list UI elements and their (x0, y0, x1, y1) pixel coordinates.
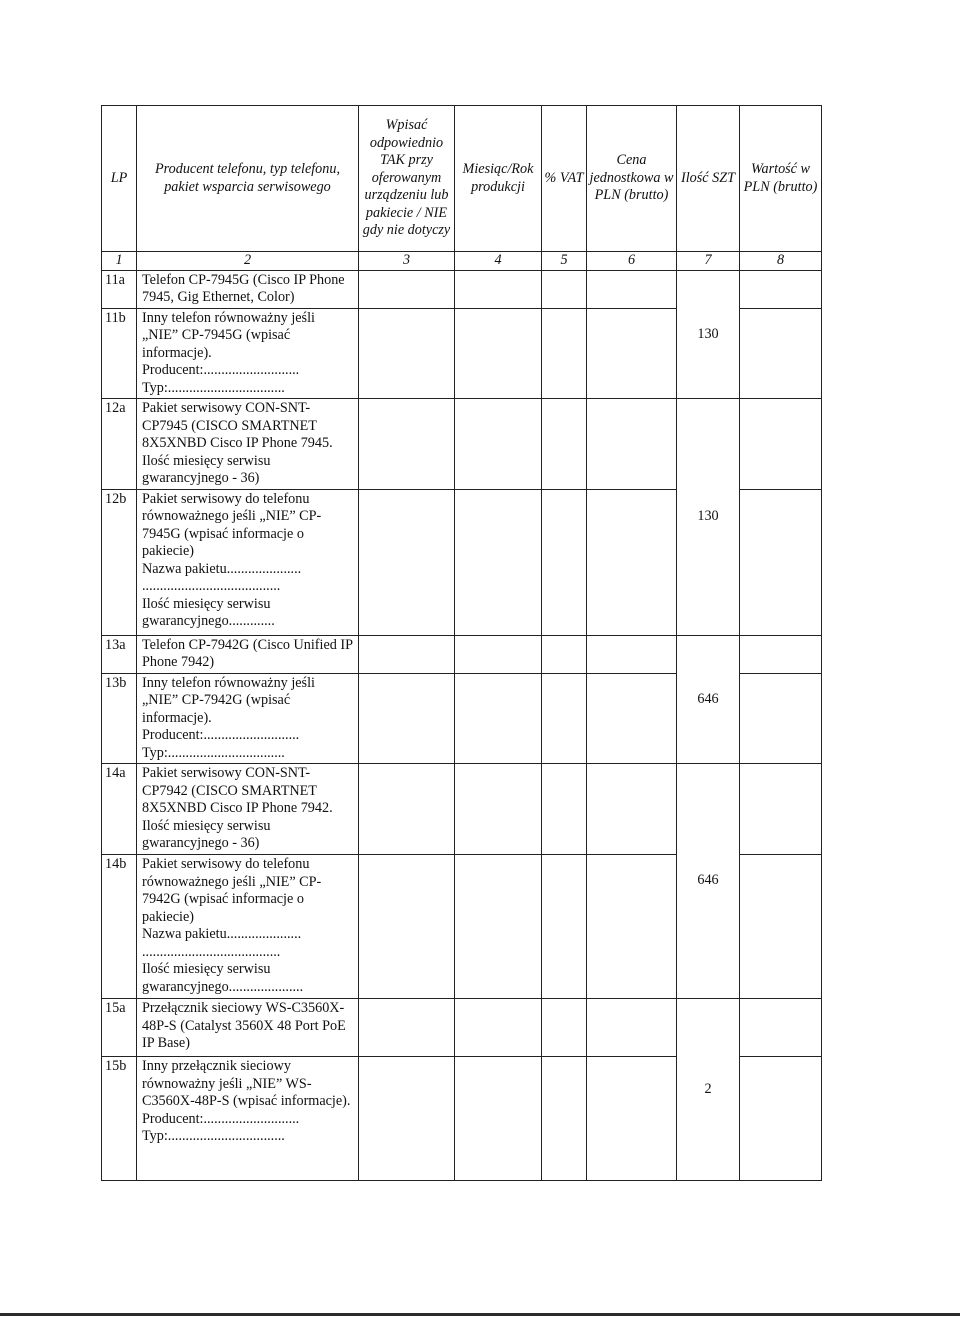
row-lp: 11b (102, 308, 137, 399)
column-number: 8 (740, 252, 822, 271)
table-row-13a (102, 635, 822, 673)
row-description: Pakiet serwisowy CON-SNT-CP7942 (CISCO SMARTNET 8X5XNBD Cisco IP Phone 7942. Ilość miesięcy serwisu gwarancyjnego - 36) (137, 764, 359, 855)
column-number-row (102, 252, 822, 271)
row-lp: 11a (102, 270, 137, 308)
unit-price-cell[interactable] (587, 489, 677, 635)
yes-no-cell[interactable] (359, 308, 455, 399)
row-description: Pakiet serwisowy do telefonu równoważnego jeśli „NIE” CP-7945G (wpisać informacje o pakiecie) Nazwa pakietu..................... ....................................... Ilość miesięcy serwisu gwarancyjnego............. (137, 489, 359, 635)
yes-no-cell[interactable] (359, 270, 455, 308)
production-date-cell[interactable] (455, 999, 542, 1057)
yes-no-cell[interactable] (359, 999, 455, 1057)
table-row-15a (102, 999, 822, 1057)
header-producer: Producent telefonu, typ telefonu, pakiet wsparcia serwisowego (137, 106, 359, 252)
production-date-cell[interactable] (455, 270, 542, 308)
table-row-14a (102, 764, 822, 855)
row-lp: 14a (102, 764, 137, 855)
value-cell[interactable] (740, 673, 822, 764)
quantity-cell: 2 (677, 999, 740, 1181)
value-cell[interactable] (740, 1057, 822, 1181)
row-description: Inny telefon równoważny jeśli „NIE” CP-7945G (wpisać informacje). Producent:........................... Typ:................................. (137, 308, 359, 399)
yes-no-cell[interactable] (359, 673, 455, 764)
yes-no-cell[interactable] (359, 635, 455, 673)
row-description: Pakiet serwisowy CON-SNT-CP7945 (CISCO SMARTNET 8X5XNBD Cisco IP Phone 7945. Ilość miesięcy serwisu gwarancyjnego - 36) (137, 399, 359, 490)
production-date-cell[interactable] (455, 399, 542, 490)
column-number: 4 (455, 252, 542, 271)
yes-no-cell[interactable] (359, 764, 455, 855)
unit-price-cell[interactable] (587, 270, 677, 308)
production-date-cell[interactable] (455, 764, 542, 855)
header-lp: LP (102, 106, 137, 252)
row-description: Przełącznik sieciowy WS-C3560X-48P-S (Catalyst 3560X 48 Port PoE IP Base) (137, 999, 359, 1057)
unit-price-cell[interactable] (587, 999, 677, 1057)
table-row-11a (102, 270, 822, 308)
table-row-12a (102, 399, 822, 490)
vat-cell[interactable] (542, 999, 587, 1057)
row-lp: 12a (102, 399, 137, 490)
quantity-cell: 130 (677, 270, 740, 399)
yes-no-cell[interactable] (359, 489, 455, 635)
header-quantity: Ilość SZT (677, 106, 740, 252)
row-lp: 15b (102, 1057, 137, 1181)
unit-price-cell[interactable] (587, 673, 677, 764)
production-date-cell[interactable] (455, 635, 542, 673)
column-number: 6 (587, 252, 677, 271)
vat-cell[interactable] (542, 399, 587, 490)
quantity-cell: 646 (677, 635, 740, 764)
vat-cell[interactable] (542, 673, 587, 764)
header-production-date: Miesiąc/Rok produkcji (455, 106, 542, 252)
vat-cell[interactable] (542, 855, 587, 999)
row-description: Inny przełącznik sieciowy równoważny jeśli „NIE” WS-C3560X-48P-S (wpisać informacje). Producent:........................... Typ:................................. (137, 1057, 359, 1181)
production-date-cell[interactable] (455, 489, 542, 635)
row-lp: 13a (102, 635, 137, 673)
value-cell[interactable] (740, 855, 822, 999)
row-description: Telefon CP-7945G (Cisco IP Phone 7945, Gig Ethernet, Color) (137, 270, 359, 308)
value-cell[interactable] (740, 999, 822, 1057)
vat-cell[interactable] (542, 764, 587, 855)
value-cell[interactable] (740, 270, 822, 308)
vat-cell[interactable] (542, 635, 587, 673)
row-lp: 12b (102, 489, 137, 635)
column-number: 2 (137, 252, 359, 271)
yes-no-cell[interactable] (359, 399, 455, 490)
production-date-cell[interactable] (455, 673, 542, 764)
row-lp: 14b (102, 855, 137, 999)
production-date-cell[interactable] (455, 308, 542, 399)
row-description: Telefon CP-7942G (Cisco Unified IP Phone 7942) (137, 635, 359, 673)
vat-cell[interactable] (542, 489, 587, 635)
vat-cell[interactable] (542, 1057, 587, 1181)
unit-price-cell[interactable] (587, 635, 677, 673)
quantity-cell: 130 (677, 399, 740, 636)
column-number: 3 (359, 252, 455, 271)
column-number: 1 (102, 252, 137, 271)
quantity-cell: 646 (677, 764, 740, 999)
offer-table (101, 105, 822, 1181)
unit-price-cell[interactable] (587, 855, 677, 999)
yes-no-cell[interactable] (359, 1057, 455, 1181)
value-cell[interactable] (740, 399, 822, 490)
header-yes-no: Wpisać odpowiednio TAK przy oferowanym urządzeniu lub pakiecie / NIE gdy nie dotyczy (359, 106, 455, 252)
row-lp: 15a (102, 999, 137, 1057)
unit-price-cell[interactable] (587, 308, 677, 399)
header-unit-price: Cena jednostkowa w PLN (brutto) (587, 106, 677, 252)
yes-no-cell[interactable] (359, 855, 455, 999)
page-bottom-rule (0, 1313, 960, 1316)
unit-price-cell[interactable] (587, 399, 677, 490)
production-date-cell[interactable] (455, 855, 542, 999)
row-lp: 13b (102, 673, 137, 764)
production-date-cell[interactable] (455, 1057, 542, 1181)
column-number: 5 (542, 252, 587, 271)
header-vat: % VAT (542, 106, 587, 252)
header-value: Wartość w PLN (brutto) (740, 106, 822, 252)
row-description: Pakiet serwisowy do telefonu równoważnego jeśli „NIE” CP-7942G (wpisać informacje o pakiecie) Nazwa pakietu..................... ....................................... Ilość miesięcy serwisu gwarancyjnego..................... (137, 855, 359, 999)
column-number: 7 (677, 252, 740, 271)
row-description: Inny telefon równoważny jeśli „NIE” CP-7942G (wpisać informacje). Producent:........................... Typ:................................. (137, 673, 359, 764)
value-cell[interactable] (740, 489, 822, 635)
vat-cell[interactable] (542, 308, 587, 399)
value-cell[interactable] (740, 764, 822, 855)
vat-cell[interactable] (542, 270, 587, 308)
value-cell[interactable] (740, 635, 822, 673)
unit-price-cell[interactable] (587, 764, 677, 855)
value-cell[interactable] (740, 308, 822, 399)
unit-price-cell[interactable] (587, 1057, 677, 1181)
